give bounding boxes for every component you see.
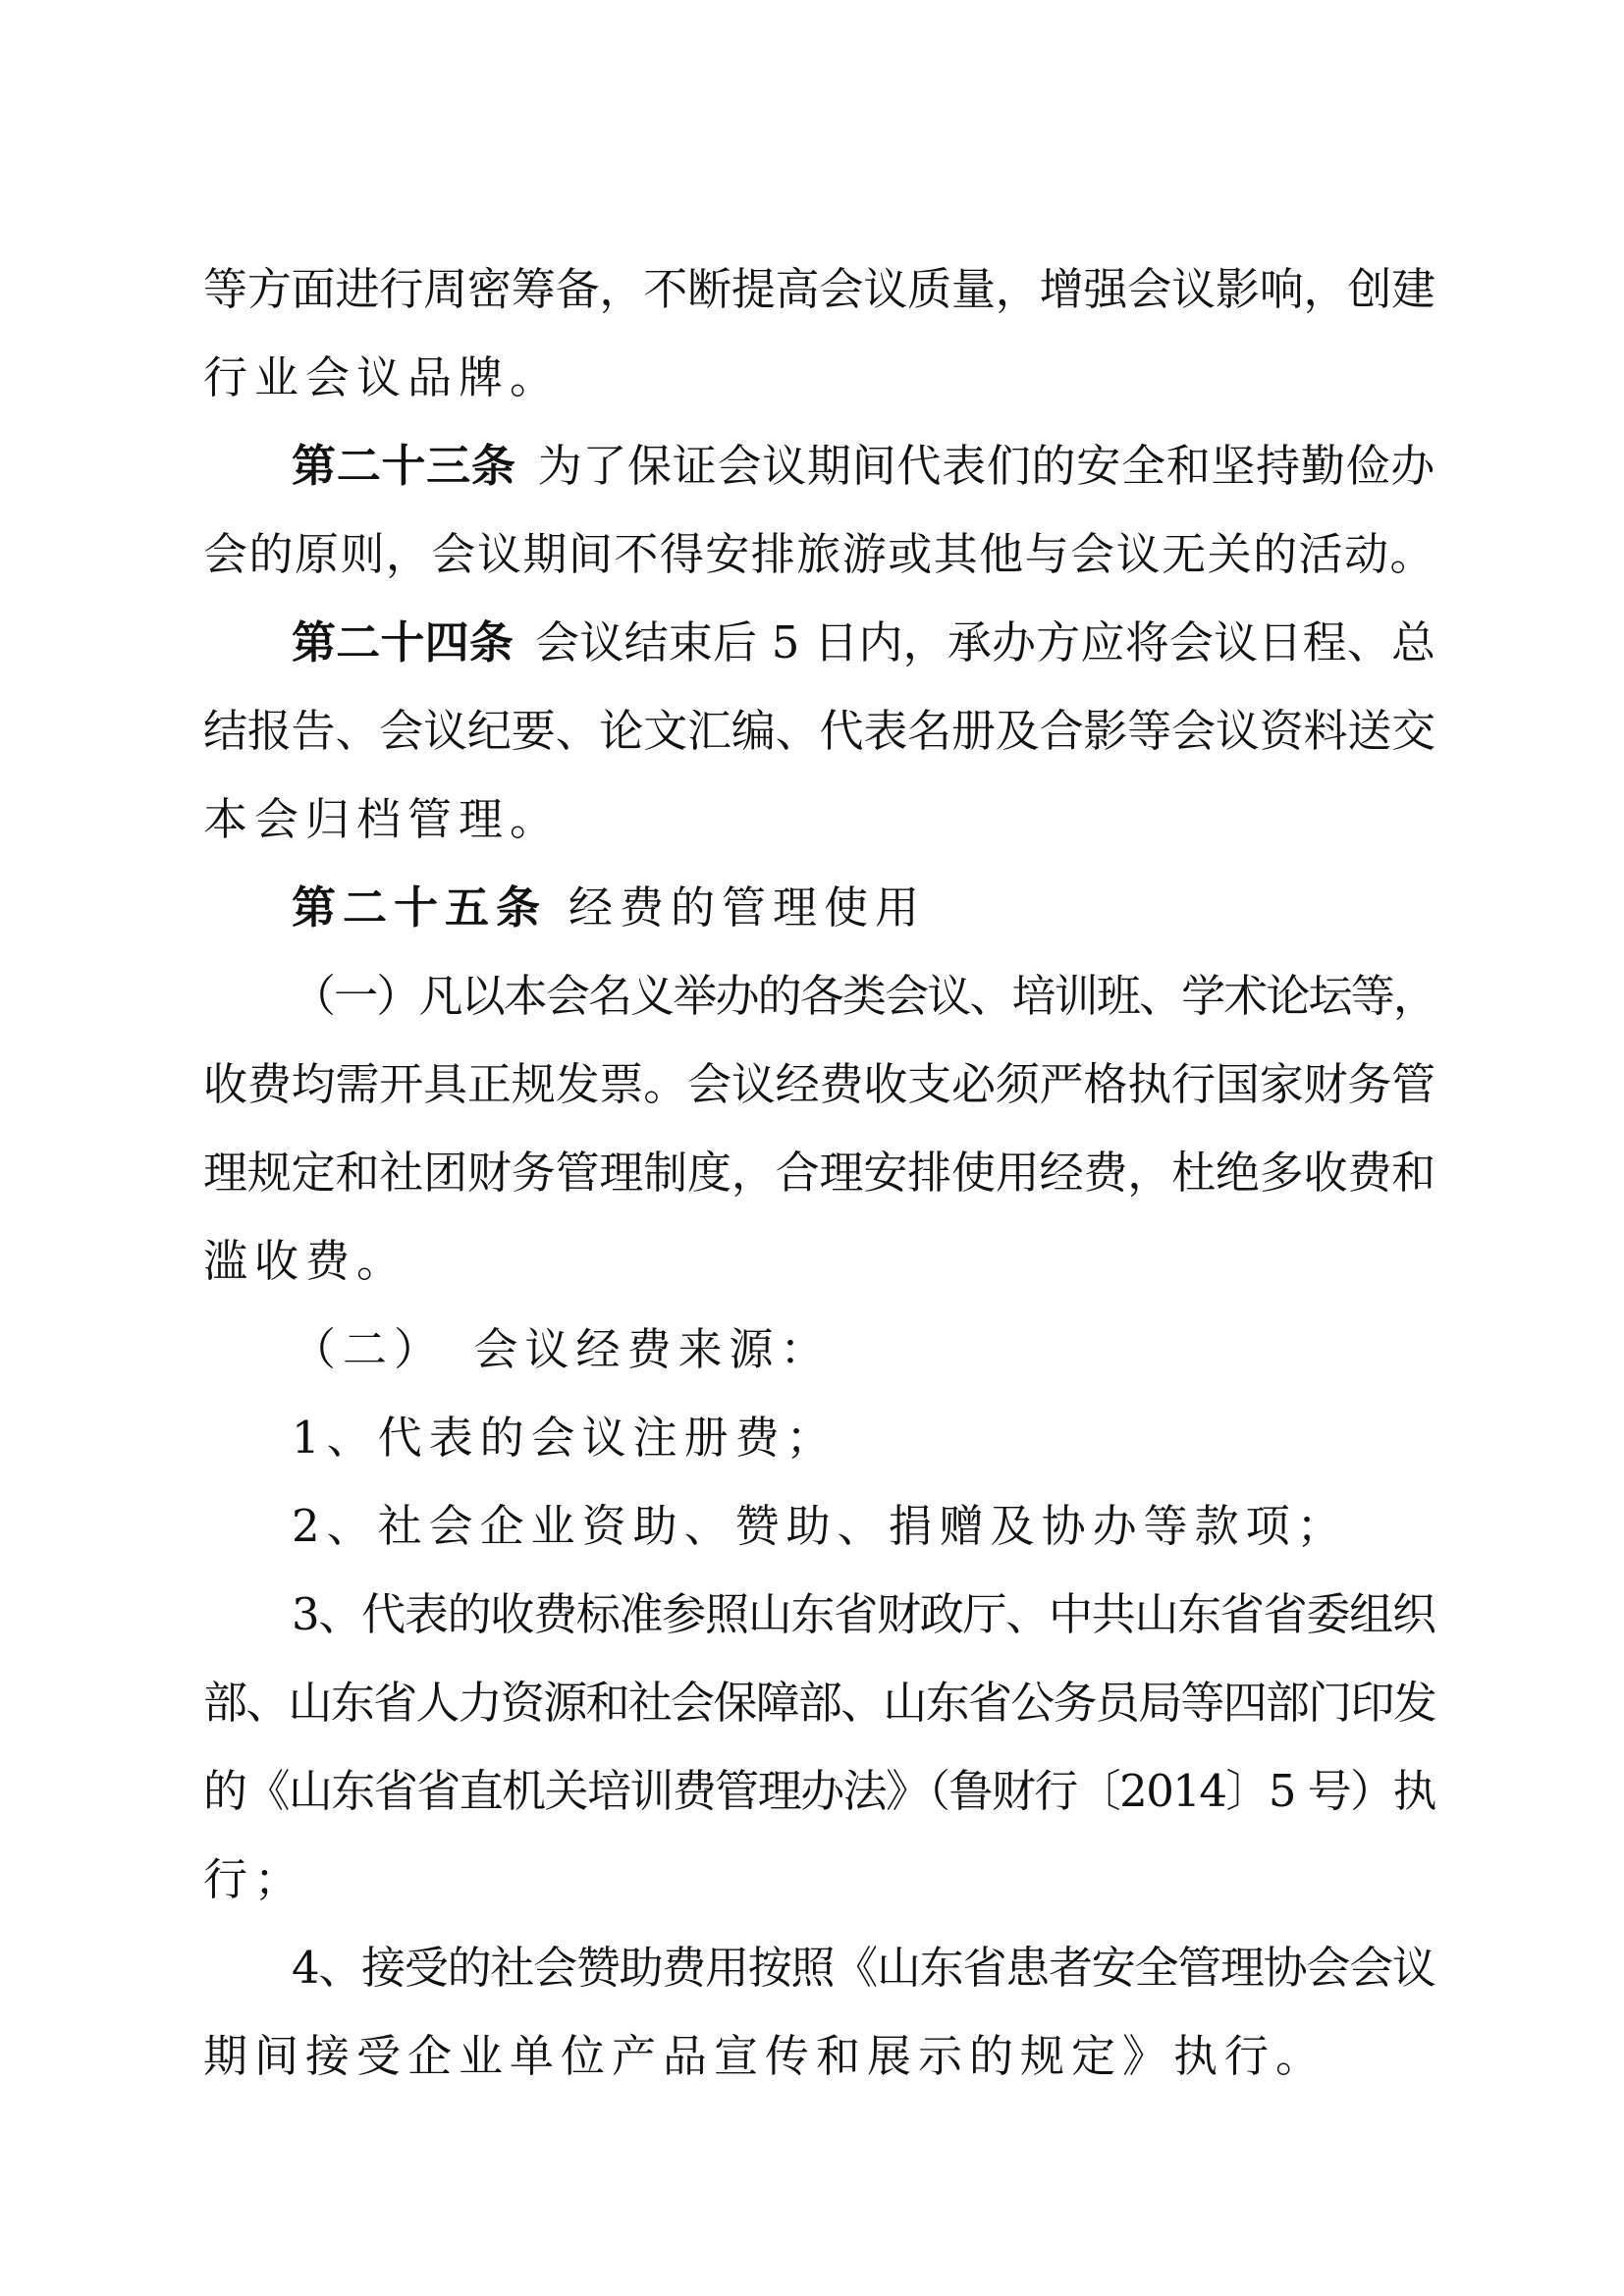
paragraph-line: 本会归档管理。 — [203, 793, 562, 845]
paragraph-line: 会的原则，会议期间不得安排旅游或其他与会议无关的活动。 — [203, 528, 1436, 580]
article-25-line — [292, 879, 926, 937]
list-item: 1、代表的会议注册费； — [292, 1412, 838, 1464]
article-25-title: 经费的管理使用 — [568, 881, 927, 934]
paragraph-line: 滥收费。 — [203, 1235, 408, 1287]
paragraph-line: 行业会议品牌。 — [203, 351, 562, 403]
article-24-heading: 第二十四条 — [292, 616, 514, 668]
article-23-line — [292, 437, 1435, 496]
paragraph-line: 期间接受企业单位产品宣传和展示的规定》执行。 — [203, 2030, 1327, 2082]
paragraph-line: 的《山东省省直机关培训费管理办法》（鲁财行〔2014〕5 号）执 — [203, 1765, 1435, 1817]
paragraph-line: 理规定和社团财务管理制度，合理安排使用经费，杜绝多收费和 — [203, 1147, 1436, 1199]
list-item: 2、社会企业资助、赞助、捐赠及协办等款项； — [292, 1500, 1348, 1552]
article-25-heading: 第二十五条 — [292, 881, 548, 934]
section-heading: （二） 会议经费来源： — [292, 1323, 832, 1375]
paragraph-line: 结报告、会议纪要、论文汇编、代表名册及合影等会议资料送交 — [203, 705, 1436, 757]
paragraph-line: 收费均需开具正规发票。会议经费收支必须严格执行国家财务管 — [203, 1058, 1436, 1110]
article-23-heading: 第二十三条 — [292, 440, 516, 492]
list-item: 4、接受的社会赞助费用按照《山东省患者安全管理协会会议 — [292, 1942, 1435, 1994]
list-item: 3、代表的收费标准参照山东省财政厅、中共山东省省委组织 — [292, 1588, 1435, 1640]
paragraph-line: 部、山东省人力资源和社会保障部、山东省公务员局等四部门印发 — [203, 1677, 1436, 1729]
paragraph-line: 行； — [203, 1853, 306, 1905]
paragraph-line: （一）凡以本会名义举办的各类会议、培训班、学术论坛等， — [292, 970, 1436, 1022]
article-24-text: 会议结束后 5 日内，承办方应将会议日程、总 — [535, 616, 1436, 668]
paragraph-line: 等方面进行周密筹备，不断提高会议质量，增强会议影响，创建 — [203, 263, 1436, 315]
article-23-text: 为了保证会议期间代表们的安全和坚持勤俭办 — [537, 440, 1436, 492]
article-24-line — [292, 614, 1435, 672]
